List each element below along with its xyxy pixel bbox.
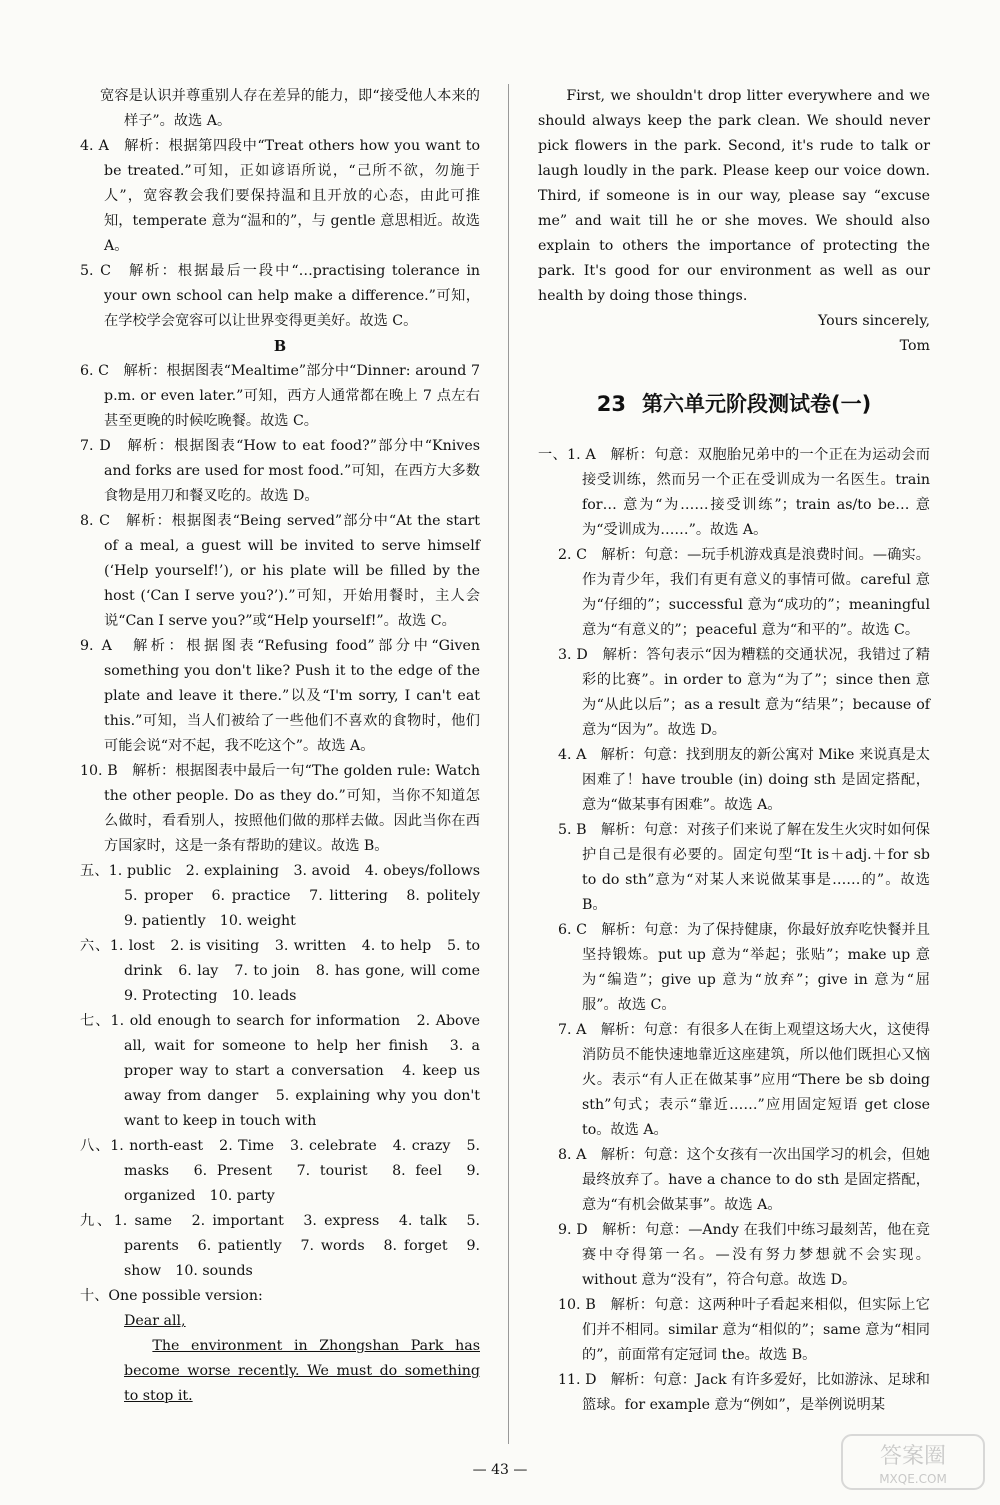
left-column: [80, 84, 495, 1409]
right-paragraph-6: 6. C 解析：句意：为了保持健康，你最好放弃吃快餐并且坚持锻炼。put up 意为“举起；张贴”；make up 意为“编造”；give up 意为“放弃”；give in 意为“屈服”。故选 C。: [558, 922, 930, 1013]
left-paragraph-1: 宽容是认识并尊重别人存在差异的能力，即“接受他人本来的样子”。故选 A。: [100, 88, 480, 129]
left-paragraph-5: 6. C 解析：根据图表“Mealtime”部分中“Dinner: around 7 p.m. or even later.”可知，西方人通常都在晚上 7 点左右甚至更晚的时候吃晚餐。故选 C。: [80, 363, 480, 429]
watermark-line1: 答案圈: [879, 1444, 947, 1469]
column-divider: [508, 84, 509, 1444]
right-paragraph-9: 9. D 解析：句意：—Andy 在我们中练习最刻苦，他在竞赛中夺得第一名。—没有努力梦想就不会实现。without 意为“没有”，符合句意。故选 D。: [558, 1222, 930, 1288]
right-paragraph-8: 8. A 解析：句意：这个女孩有一次出国学习的机会，但她最终放弃了。have a chance to do sth 是固定搭配，意为“有机会做某事”。故选 A。: [558, 1147, 930, 1213]
watermark-line2: MXQE.COM: [879, 1472, 947, 1486]
page-number: — 43 —: [472, 1462, 528, 1478]
left-paragraph-3: 5. C 解析：根据最后一段中“…practising tolerance in your own school can help make a difference.”可知，在学校学会宽容可以让世界变得更美好。故选 C。: [80, 263, 480, 329]
left-paragraph-11: 六、1. lost 2. is visiting 3. written 4. to help 5. to drink 6. lay 7. to join 8. has gone, will come 9. Protecting 10. leads: [80, 938, 495, 1004]
section-title: [538, 389, 930, 419]
left-paragraph-4: B: [273, 338, 287, 355]
letter-signature: Tom: [899, 338, 930, 354]
right-paragraph-2: 2. C 解析：句意：—玩手机游戏真是浪费时间。—确实。作为青少年，我们有更有意义的事情可做。careful 意为“仔细的”；successful 意为“成功的”；meaningful 意为“有意义的”；peaceful 意为“和平的”。故选 C。: [558, 547, 930, 638]
right-paragraph-11: 11. D 解析：句意：Jack 有许多爱好，比如游泳、足球和篮球。for example 意为“例如”，是举例说明某: [558, 1372, 930, 1413]
letter-body: First, we shouldn't drop litter everywhere and we should always keep the park clean. We should never pick flowers in the park. Second, it's rude to talk or laugh loudly in the park. Please keep our voice down. Third, if someone is in our way, please say “excuse me” and wait till he or she moves. We should also explain to others the importance of protecting the park. It's good for our environment as well as our health by doing those things.: [538, 88, 930, 304]
right-paragraph-3: 3. D 解析：答句表示“因为糟糕的交通状况，我错过了精彩的比赛”。in order to 意为“为了”；since then 意为“从此以后”；as a result 意为“结果”；because of 意为“因为”。故选 D。: [558, 647, 930, 738]
right-paragraph-4: 4. A 解析：句意：找到朋友的新公寓对 Mike 来说真是太困难了！have trouble (in) doing sth 是固定搭配，意为“做某事有困难”。故选 A。: [558, 747, 930, 813]
right-paragraph-5: 5. B 解析：句意：对孩子们来说了解在发生火灾时如何保护自己是很有必要的。固定句型“It is＋adj.＋for sb to do sth”意为“对某人来说做某事是……的”。故选 B。: [558, 822, 930, 913]
left-paragraph-17: The environment in Zhongshan Park has become worse recently. We must do something to stop it.: [124, 1338, 480, 1404]
section-number: 23: [596, 392, 627, 416]
right-answers: [538, 443, 930, 1418]
left-paragraph-13: 八、1. north-east 2. Time 3. celebrate 4. crazy 5. masks 6. Present 7. tourist 8. feel 9. organized 10. party: [80, 1138, 480, 1204]
left-paragraph-8: 9. A 解析：根据图表“Refusing food”部分中“Given something you don't like? Push it to the edge of the plate and leave it there.”以及“I'm sorry, I can't eat this.”可知，当人们被给了一些他们不喜欢的食物时，他们可能会说“对不起，我不吃这个”。故选 A。: [80, 638, 480, 754]
left-paragraph-2: 4. A 解析：根据第四段中“Treat others how you want to be treated.”可知，正如谚语所说，“己所不欲，勿施于人”，宽容教会我们要保持温和且开放的心态，由此可推知，temperate 意为“温和的”，与 gentle 意思相近。故选 A。: [80, 138, 480, 254]
right-paragraph-1: 一、1. A 解析：句意：双胞胎兄弟中的一个正在为运动会而接受训练，然而另一个正在受训成为一名医生。train for… 意为“为……接受训练”；train as/to be… 意为“受训成为……”。故选 A。: [538, 447, 930, 538]
left-paragraph-10: 五、1. public 2. explaining 3. avoid 4. obeys/follows 5. proper 6. practice 7. littering 8. politely 9. patiently 10. weight: [80, 863, 495, 929]
right-column: [538, 84, 930, 1418]
watermark-logo: [840, 1433, 986, 1491]
left-paragraph-6: 7. D 解析：根据图表“How to eat food?”部分中“Knives and forks are used for most food.”可知，在西方大多数食物是用刀和餐叉吃的。故选 D。: [80, 438, 480, 504]
left-paragraph-7: 8. C 解析：根据图表“Being served”部分中“At the start of a meal, a guest will be invited to serve himself (‘Help yourself!’), or his plate will be filled by the host (‘Can I serve you?’).”可知，开始用餐时，主人会说“Can I serve you?”或“Help yourself!”。故选 C。: [80, 513, 480, 629]
right-paragraph-10: 10. B 解析：句意：这两种叶子看起来相似，但实际上它们并不相同。similar 意为“相似的”；same 意为“相同的”，前面常有定冠词 the。故选 B。: [558, 1297, 930, 1363]
right-paragraph-7: 7. A 解析：句意：有很多人在街上观望这场大火，这使得消防员不能快速地靠近这座建筑，所以他们既担心又恼火。表示“有人正在做某事”应用“There be sb doing sth”句式；表示“靠近……”应用固定短语 get close to。故选 A。: [558, 1022, 930, 1138]
left-paragraph-15: 十、One possible version:: [80, 1288, 263, 1304]
left-paragraph-12: 七、1. old enough to search for information 2. Above all, wait for someone to help her finish 3. a proper way to start a conversation 4. keep us away from danger 5. explaining why you don't want to keep in touch with: [80, 1013, 480, 1129]
letter-closing: Yours sincerely,: [817, 313, 930, 329]
left-paragraph-16: Dear all,: [124, 1313, 186, 1329]
left-paragraph-14: 九、1. same 2. important 3. express 4. talk 5. parents 6. patiently 7. words 8. forget 9. show 10. sounds: [80, 1213, 480, 1279]
left-paragraph-9: 10. B 解析：根据图表中最后一句“The golden rule: Watch the other people. Do as they do.”可知，当你不知道怎么做时，看看别人，按照他们做的那样去做。因此当你在西方国家时，这是一条有帮助的建议。故选 B。: [80, 763, 480, 854]
section-title-text: 第六单元阶段测试卷(一): [642, 392, 872, 416]
